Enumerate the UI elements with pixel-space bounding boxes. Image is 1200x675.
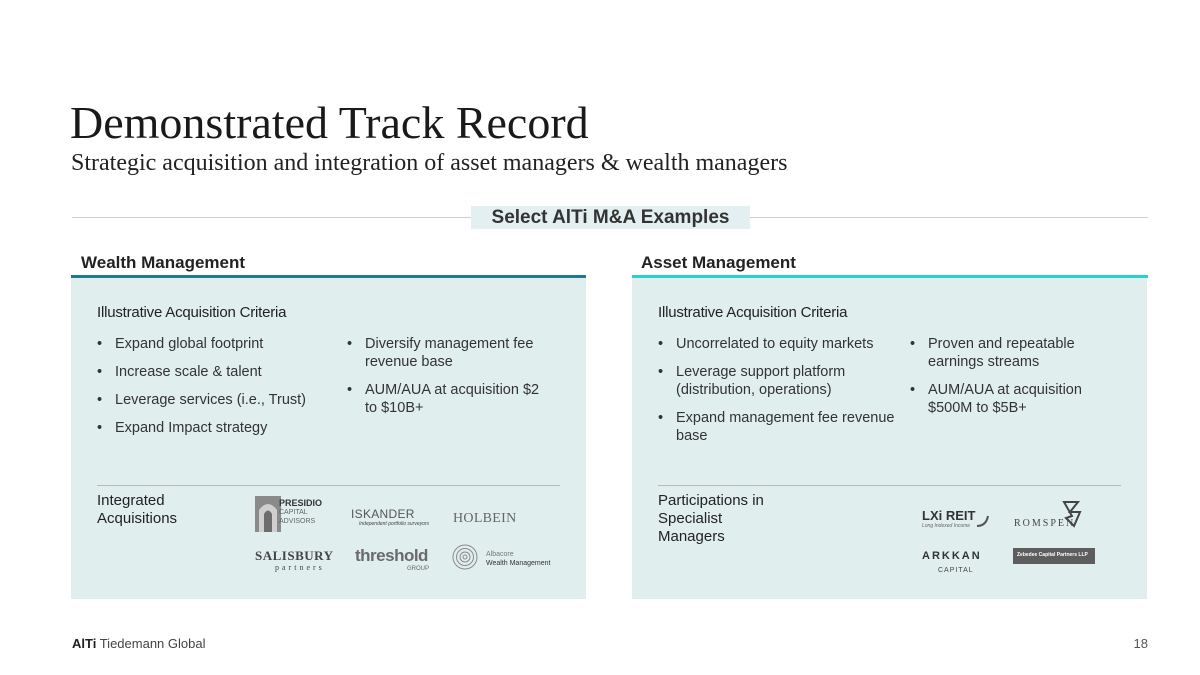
wealth-panel [71,278,586,599]
list-item: • Proven and repeatable earnings streams [910,336,1075,370]
list-item: • Leverage services (i.e., Trust) [97,392,306,408]
presidio-building-icon [255,496,281,532]
asset-criteria-list-2 [910,335,1110,427]
slide-subtitle: Strategic acquisition and integration of asset managers & wealth managers [71,150,788,176]
wealth-criteria-list-1 [97,335,337,447]
divider-label: Select AlTi M&A Examples [471,206,750,229]
list-item: • Increase scale & talent [97,364,262,380]
list-item: • Expand Impact strategy [97,420,268,436]
presidio-logo: PRESIDIO CAPITAL ADVISORS [255,496,327,532]
wealth-divider [97,485,560,486]
asset-lower-label: Participations in Specialist Managers [658,492,764,545]
iskander-logo: ISKANDER Independent portfolio surveyors [351,507,430,527]
holbein-logo: HOLBEIN [453,511,517,526]
wealth-criteria-list-2 [347,335,547,427]
list-item: • AUM/AUA at acquisition $500M to $5B+ [910,382,1082,416]
lxi-swoosh-icon [976,512,990,528]
wealth-criteria-title: Illustrative Acquisition Criteria [97,304,287,321]
list-item: • Expand global footprint [97,336,264,352]
arkkan-logo: ARKKAN CAPITAL [922,550,982,574]
wealth-lower-label: Integrated Acquisitions [97,492,178,527]
asset-criteria-title: Illustrative Acquisition Criteria [658,304,848,321]
page-number: 18 [1133,636,1148,651]
list-item: • AUM/AUA at acquisition $2 to $10B+ [347,382,540,416]
list-item: • Expand management fee revenue base [658,410,895,444]
asset-criteria-list-1 [658,335,898,455]
zebedee-logo: Zebedee Capital Partners LLP [1013,548,1095,564]
asset-heading: Asset Management [641,253,796,272]
lxi-reit-logo: LXi REIT Long Indexed Income [922,508,992,530]
salisbury-logo: SALISBURY partners [255,548,334,572]
footer-brand: AlTi Tiedemann Global [72,636,206,651]
list-item: • Uncorrelated to equity markets [658,336,874,352]
asset-panel [632,278,1147,599]
asset-divider [658,485,1121,486]
threshold-logo: threshold GROUP [355,546,430,572]
slide-title: Demonstrated Track Record [70,97,589,148]
albacore-circles-icon [452,544,478,570]
romspen-logo: ROMSPEN [1014,498,1094,530]
list-item: • Diversify management fee revenue base [347,336,534,370]
albacore-logo: Albacore Wealth Management [452,544,562,572]
list-item: • Leverage support platform (distribution, operations) [658,364,846,398]
wealth-heading: Wealth Management [81,253,246,272]
